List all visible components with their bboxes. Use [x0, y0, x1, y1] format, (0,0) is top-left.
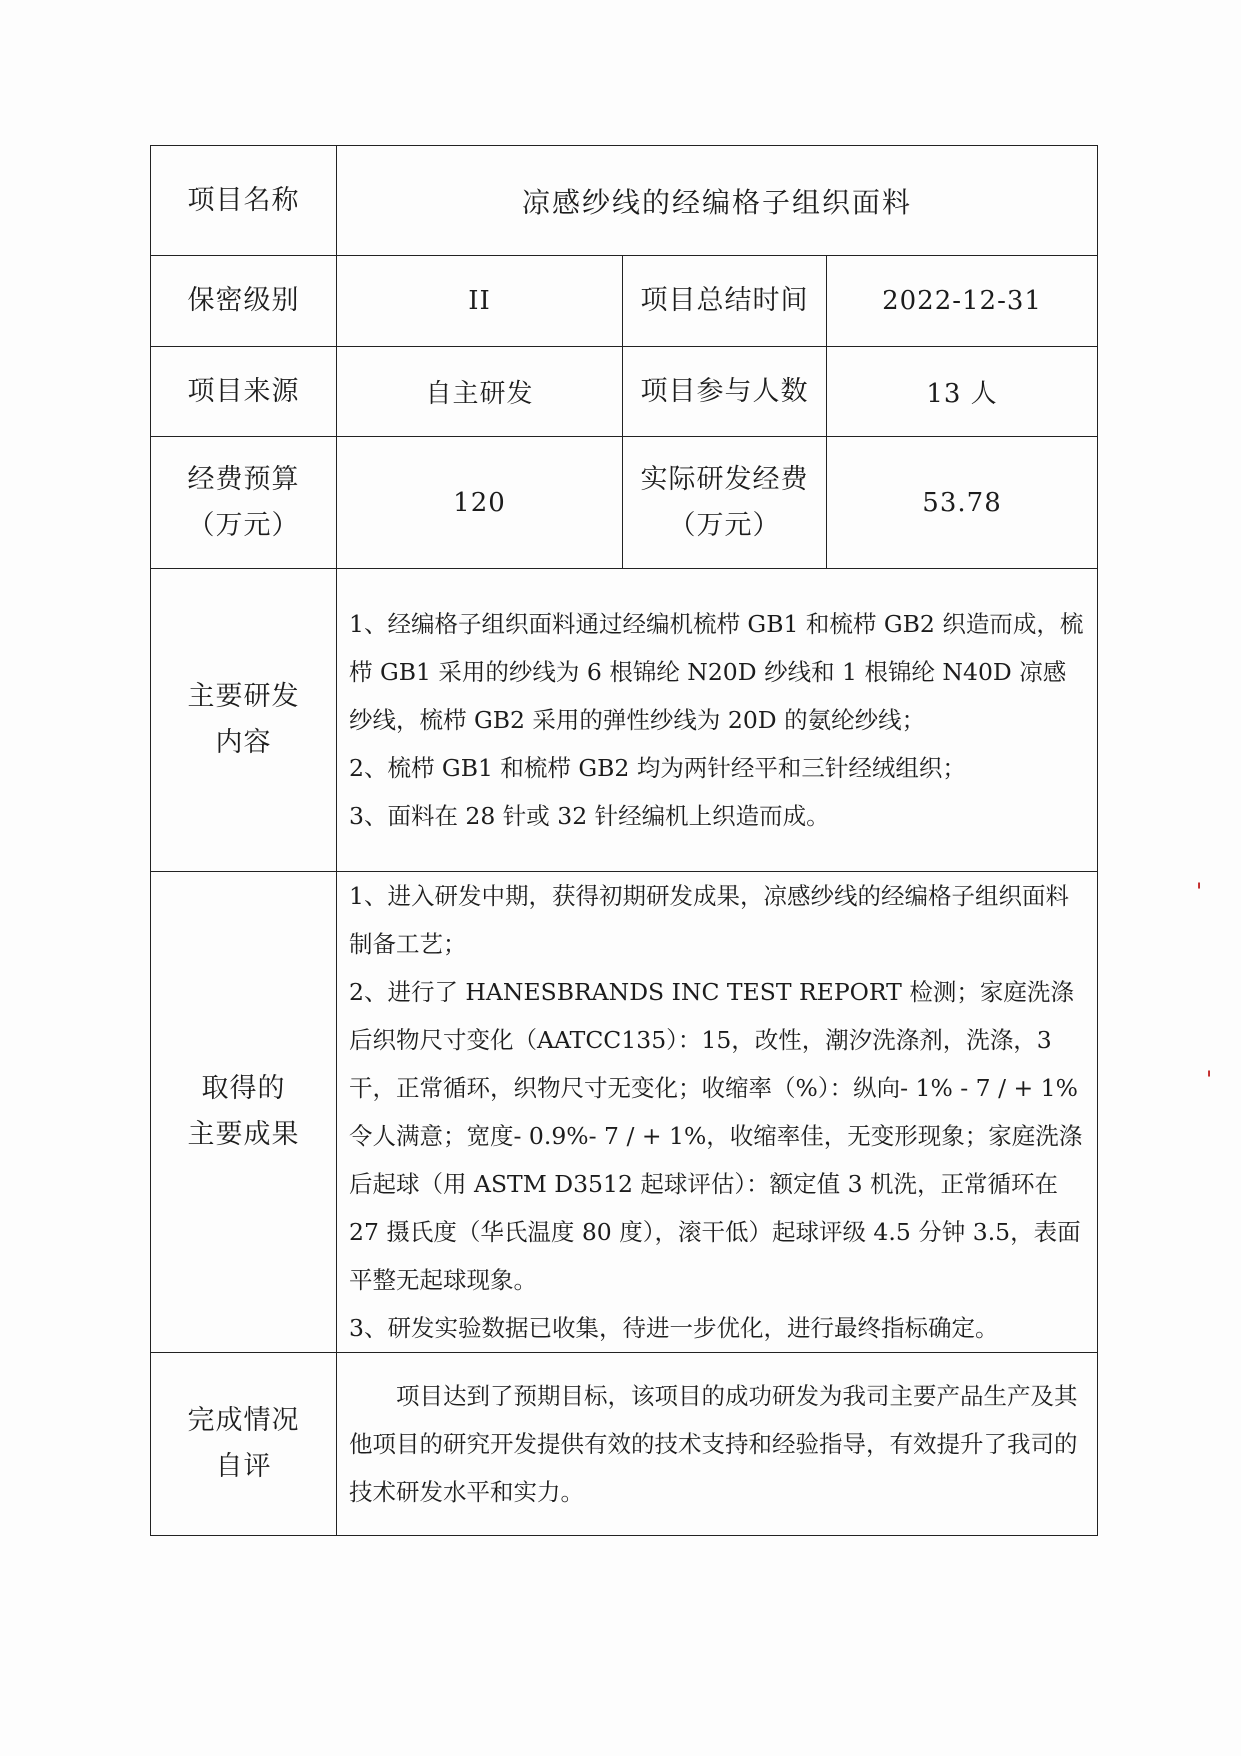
value-project-name: 凉感纱线的经编格子组织面料 [337, 146, 1098, 256]
value-secrecy-level: II [337, 256, 623, 347]
label-participants: 项目参与人数 [623, 347, 827, 437]
label-budget-line2: （万元） [187, 509, 300, 541]
content-paragraph-2: 2、梳栉 GB1 和梳栉 GB2 均为两针经平和三针经绒组织； [349, 754, 966, 782]
label-budget-line1: 经费预算 [187, 463, 300, 495]
label-self-evaluation [151, 1353, 337, 1536]
row-results [151, 872, 1098, 1353]
label-actual-cost-line2: （万元） [668, 509, 781, 541]
results-paragraph-2: 2、进行了 HANESBRANDS INC TEST REPORT 检测；家庭洗涤后织物尺寸变化（AATCC135）：15，改性，潮汐洗涤剂，洗涤，3 干，正常循环，织物尺寸无变化；收缩率（%）：纵向- 1% - 7 / + 1%令人满意；宽度- 0.9%- 7 / + 1%，收缩率佳，无变形现象；家庭洗涤后起球（用 ASTM D3512 起球评估）：额定值 3 机洗，正常循环在 27 摄氏度（华氏温度 80 度），滚干低）起球评级 4.5 分钟 3.5，表面平整无起球现象。 [349, 978, 1083, 1294]
value-project-source: 自主研发 [337, 347, 623, 437]
row-secrecy [151, 256, 1098, 347]
value-participants: 13 人 [827, 347, 1098, 437]
label-results-line2: 主要成果 [187, 1119, 300, 1150]
label-results [151, 872, 337, 1353]
label-self-evaluation-line2: 自评 [215, 1451, 272, 1482]
evaluation-paragraph: 项目达到了预期目标，该项目的成功研发为我司主要产品生产及其他项目的研究开发提供有效的技术支持和经验指导，有效提升了我司的技术研发水平和实力。 [349, 1382, 1078, 1506]
content-paragraph-3: 3、面料在 28 针或 32 针经编机上织造而成。 [349, 802, 830, 830]
results-paragraph-3: 3、研发实验数据已收集，待进一步优化，进行最终指标确定。 [349, 1314, 999, 1342]
row-self-evaluation [151, 1353, 1098, 1536]
label-actual-cost [623, 437, 827, 569]
label-project-name: 项目名称 [151, 146, 337, 256]
label-budget [151, 437, 337, 569]
label-main-content [151, 569, 337, 872]
row-source [151, 347, 1098, 437]
seal-edge-mark: ' [1196, 880, 1203, 905]
label-summary-date: 项目总结时间 [623, 256, 827, 347]
results-paragraph-1: 1、进入研发中期，获得初期研发成果，凉感纱线的经编格子组织面料制备工艺； [349, 882, 1069, 958]
label-main-content-line2: 内容 [215, 727, 272, 758]
value-budget: 120 [337, 437, 623, 569]
label-actual-cost-line1: 实际研发经费 [640, 463, 809, 495]
label-main-content-line1: 主要研发 [187, 681, 300, 712]
row-budget [151, 437, 1098, 569]
label-project-source: 项目来源 [151, 347, 337, 437]
content-paragraph-1: 1、经编格子组织面料通过经编机梳栉 GB1 和梳栉 GB2 织造而成，梳栉 GB1 采用的纱线为 6 根锦纶 N20D 纱线和 1 根锦纶 N40D 凉感纱线，梳栉 GB2 采用的弹性纱线为 20D 的氨纶纱线； [349, 610, 1084, 734]
value-summary-date: 2022-12-31 [827, 256, 1098, 347]
project-summary-table [150, 145, 1098, 1536]
value-results [337, 872, 1098, 1353]
value-actual-cost: 53.78 [827, 437, 1098, 569]
value-main-content [337, 569, 1098, 872]
label-secrecy-level: 保密级别 [151, 256, 337, 347]
value-self-evaluation [337, 1353, 1098, 1536]
label-results-line1: 取得的 [201, 1073, 286, 1104]
seal-edge-mark-2: ' [1206, 1068, 1213, 1093]
row-main-content [151, 569, 1098, 872]
row-project-name [151, 146, 1098, 256]
label-self-evaluation-line1: 完成情况 [187, 1405, 300, 1436]
